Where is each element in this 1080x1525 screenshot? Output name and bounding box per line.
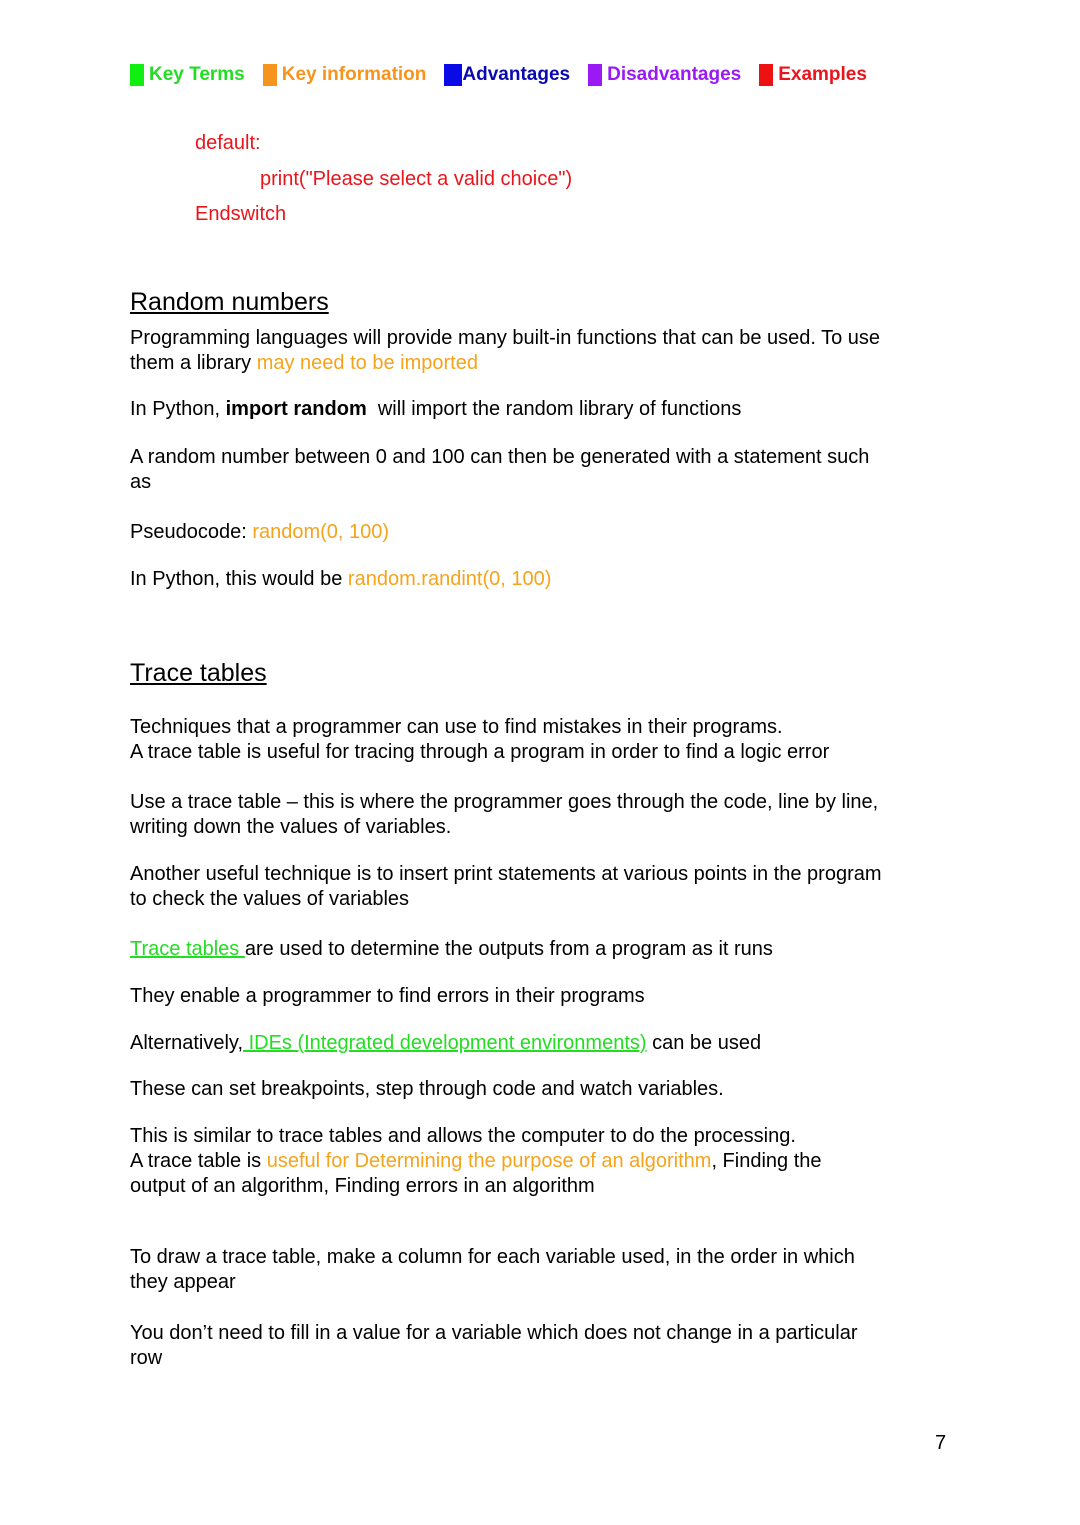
- trace-p9-line2: they appear: [130, 1271, 236, 1293]
- trace-p8-line2: A trace table is useful for Determining the purpose of an algorithm, Finding the: [130, 1150, 822, 1172]
- trace-p8-line1: This is similar to trace tables and allows the computer to do the processing.: [130, 1125, 796, 1147]
- random-p3-line1: A random number between 0 and 100 can then be generated with a statement such: [130, 446, 870, 468]
- page-number: 7: [935, 1432, 947, 1454]
- legend-advantages: Advantages: [444, 64, 570, 86]
- random-p2: In Python, import random will import the random library of functions: [130, 398, 742, 420]
- random-p1-line2: them a library may need to be imported: [130, 352, 478, 374]
- heading-random-numbers: Random numbers: [130, 288, 329, 316]
- legend-disadvantages: Disadvantages: [588, 64, 741, 86]
- random-p3-line2: as: [130, 471, 152, 493]
- code-line-default: default:: [195, 132, 261, 154]
- trace-p2-line1: Use a trace table – this is where the programmer goes through the code, line by line,: [130, 791, 879, 813]
- random-p1-line1: Programming languages will provide many built-in functions that can be used. To use: [130, 327, 881, 349]
- trace-p9-line1: To draw a trace table, make a column for each variable used, in the order in which: [130, 1246, 855, 1268]
- green-swatch-icon: [130, 64, 144, 86]
- trace-p4: Trace tables are used to determine the outputs from a program as it runs: [130, 938, 773, 960]
- color-legend: [130, 64, 885, 86]
- trace-p3-line2: to check the values of variables: [130, 888, 410, 910]
- code-line-endswitch: Endswitch: [195, 203, 287, 225]
- random-python: In Python, this would be random.randint(0, 100): [130, 568, 552, 590]
- trace-p10-line2: row: [130, 1347, 163, 1369]
- trace-p6: Alternatively, IDEs (Integrated development environments) can be used: [130, 1032, 762, 1054]
- legend-examples: Examples: [759, 64, 867, 86]
- key-term-trace-tables: Trace tables: [130, 938, 245, 960]
- heading-trace-tables: Trace tables: [130, 659, 267, 687]
- trace-p8-line3: output of an algorithm, Finding errors in an algorithm: [130, 1175, 595, 1197]
- code-line-print: print("Please select a valid choice"): [260, 168, 573, 190]
- orange-swatch-icon: [263, 64, 277, 86]
- random-pseudocode: Pseudocode: random(0, 100): [130, 521, 390, 543]
- trace-p5: They enable a programmer to find errors in their programs: [130, 985, 645, 1007]
- trace-p2-line2: writing down the values of variables.: [130, 816, 452, 838]
- key-term-ides: IDEs (Integrated development environments): [243, 1032, 647, 1054]
- purple-swatch-icon: [588, 64, 602, 86]
- red-swatch-icon: [759, 64, 773, 86]
- trace-p3-line1: Another useful technique is to insert print statements at various points in the program: [130, 863, 882, 885]
- trace-p10-line1: You don’t need to fill in a value for a variable which does not change in a particular: [130, 1322, 858, 1344]
- trace-p1-line1: Techniques that a programmer can use to find mistakes in their programs.: [130, 716, 783, 738]
- legend-key-information: Key information: [263, 64, 427, 86]
- legend-key-terms: Key Terms: [130, 64, 245, 86]
- blue-swatch-icon: [444, 64, 462, 86]
- trace-p1-line2: A trace table is useful for tracing through a program in order to find a logic error: [130, 741, 830, 763]
- trace-p7: These can set breakpoints, step through code and watch variables.: [130, 1078, 724, 1100]
